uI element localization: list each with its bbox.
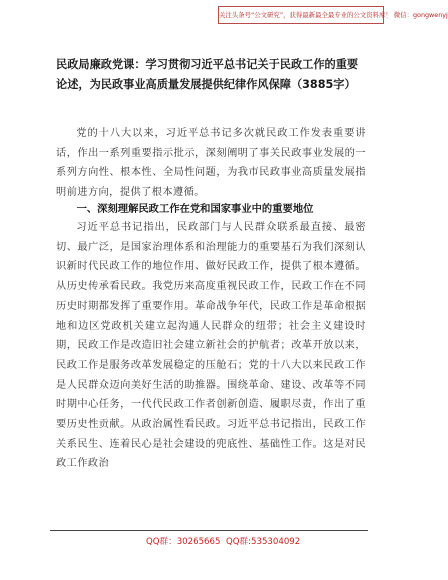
section-heading: 一、深刻理解民政工作在党和国家事业中的重要地位 [76, 203, 314, 215]
header-promo-note: 关注头条号“公文研究”，获得最新最全最专业的公文资料库！ 微信：gongwenyj [218, 6, 384, 24]
footer-qq-group-2: QQ群:535304092 [226, 537, 301, 547]
intro-paragraph: 党的十八大以来，习近平总书记多次就民政工作发表重要讲话，作出一系列重要指示批示，深刻阐明了事关民政事业发展的一系列方向性、根本性、全局性问题，为我市民政事业高质量发展指明前进方向，提供了根本遵循。 [56, 128, 366, 199]
footer-qq-group-1: QQ群：30265665 [146, 537, 221, 547]
document-title: 民政局廉政党课：学习贯彻习近平总书记关于民政工作的重要论述，为民政事业高质量发展提供纪律作风保障（3885字） [56, 58, 359, 91]
page-footer [50, 530, 368, 553]
body-paragraph: 习近平总书记指出，民政部门与人民群众联系最直接、最密切、最广泛，是国家治理体系和治理能力的重要基石为我们深刻认识新时代民政工作的地位作用、做好民政工作，提供了根本遵循。从历史传承看民政。我党历来高度重视民政工作，民政工作在不同历史时期都发挥了重要作用。革命战争年代，民政工作是革命根据地和边区党政机关建立起沟通人民群众的纽带；社会主义建设时期，民政工作是改造旧社会建立新社会的护航者；改革开放以来，民政工作是服务改革发展稳定的压舱石；党的十八大以来民政工作是人民群众迈向美好生活的助推器。围绕革命、建设、改革等不同时期中心任务，一代代民政工作者创新创造、履职尽责，作出了重要历史性贡献。从政治属性看民政。习近平总书记指出，民政工作关系民生、连着民心是社会建设的兜底性、基础性工作。这是对民政工作政治 [56, 222, 366, 470]
